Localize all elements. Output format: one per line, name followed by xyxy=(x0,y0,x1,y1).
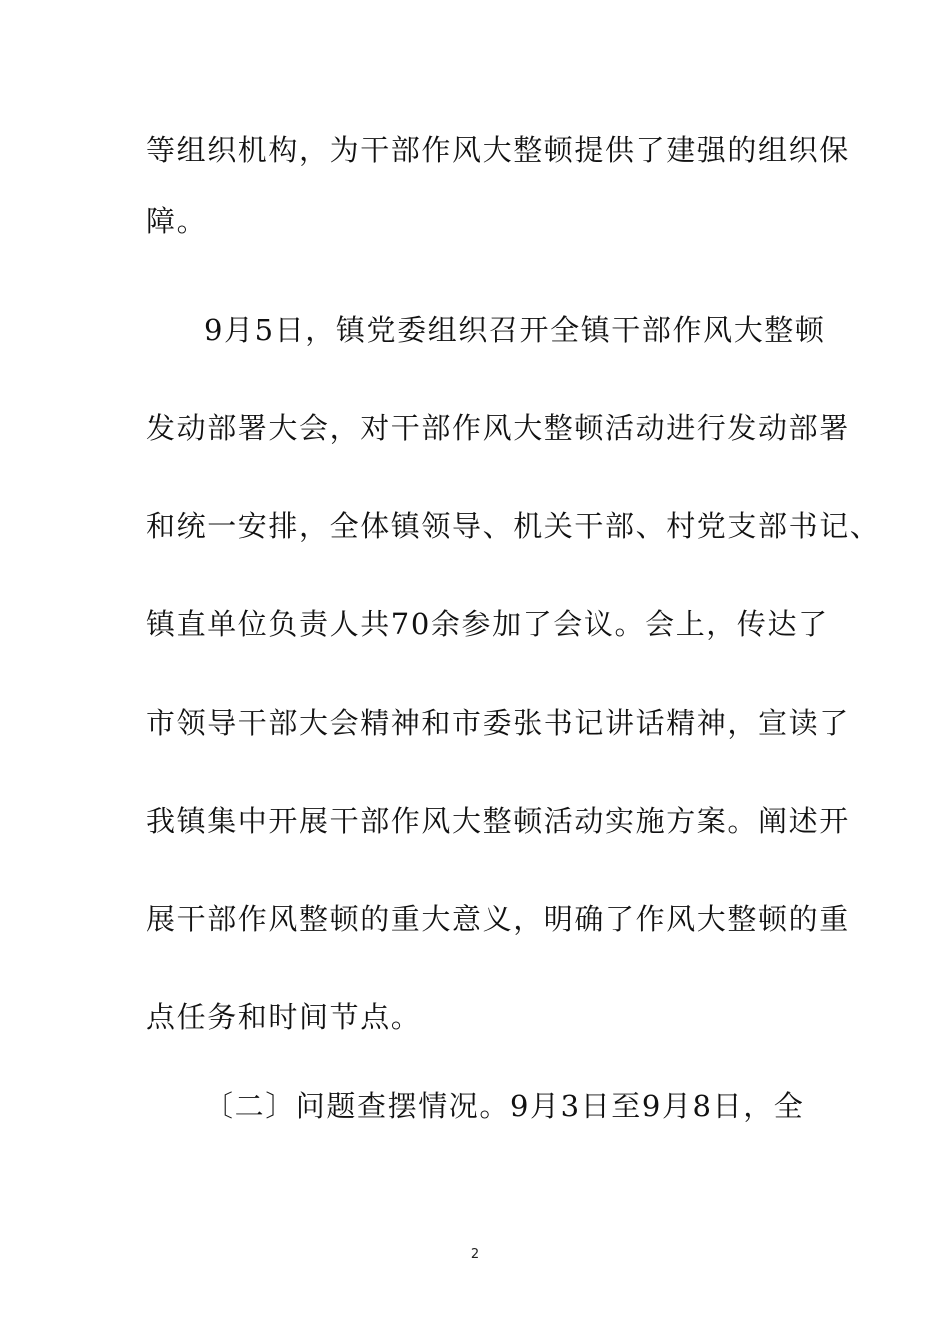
paragraph-line-3: 9月5日，镇党委组织召开全镇干部作风大整顿 xyxy=(204,313,826,347)
paragraph-line-5: 和统一安排，全体镇领导、机关干部、村党支部书记、 xyxy=(146,509,881,543)
paragraph-line-9: 展干部作风整顿的重大意义，明确了作风大整顿的重 xyxy=(146,902,850,936)
paragraph-line-1: 等组织机构，为干部作风大整顿提供了建强的组织保 xyxy=(146,133,850,167)
paragraph-line-7: 市领导干部大会精神和市委张书记讲话精神，宣读了 xyxy=(146,706,850,740)
paragraph-line-10: 点任务和时间节点。 xyxy=(146,1000,422,1034)
paragraph-line-2: 障。 xyxy=(146,204,208,238)
page-number: 2 xyxy=(470,1247,480,1262)
paragraph-line-4: 发动部署大会，对干部作风大整顿活动进行发动部署 xyxy=(146,411,850,445)
paragraph-line-11: 〔二〕问题查摆情况。9月3日至9月8日，全 xyxy=(204,1089,805,1123)
paragraph-line-8: 我镇集中开展干部作风大整顿活动实施方案。阐述开 xyxy=(146,804,850,838)
paragraph-line-6: 镇直单位负责人共70余参加了会议。会上，传达了 xyxy=(146,607,829,641)
